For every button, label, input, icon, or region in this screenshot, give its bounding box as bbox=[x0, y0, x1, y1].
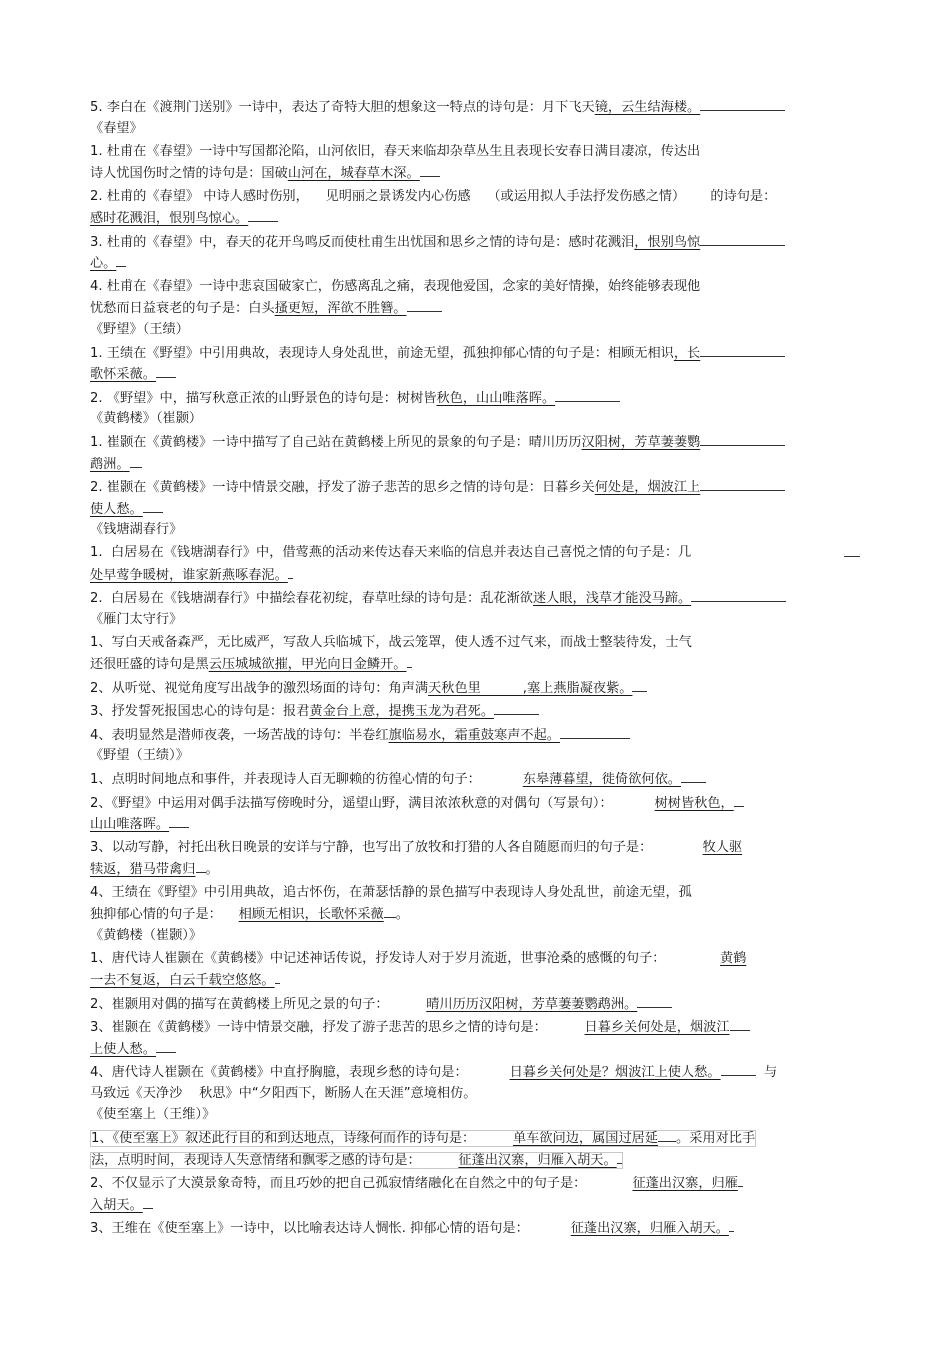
heading-text: 《使至塞上（王维）》 bbox=[90, 1107, 216, 1122]
question-line bbox=[90, 587, 860, 609]
answer-text: 日暮乡关何处是？烟波江上使人愁。 bbox=[509, 1065, 721, 1080]
answer-blank-underline bbox=[729, 1217, 734, 1232]
question-line bbox=[90, 1217, 860, 1239]
answer-text: 树树皆秋色， bbox=[654, 795, 734, 811]
answer-blank-underline bbox=[700, 342, 785, 357]
answer-text: 征蓬出汉寨，归雁入胡天。 bbox=[458, 1152, 617, 1168]
answer-blank-underline bbox=[420, 162, 440, 177]
question-text: 马致远《天净沙 秋思》中“夕阳西下，断肠人在天涯”意境相仿。 bbox=[90, 1085, 477, 1101]
answer-text: 使人愁。 bbox=[90, 501, 143, 517]
question-text: 2、从听觉、视觉角度写出战争的激烈场面的诗句：角声满 bbox=[90, 680, 429, 696]
answer-text: 处早莺争暖树，谁家新燕啄春泥。 bbox=[90, 567, 288, 583]
question-line bbox=[90, 1038, 860, 1060]
question-line bbox=[90, 768, 860, 790]
document-body bbox=[90, 94, 860, 1239]
answer-blank-underline bbox=[658, 1127, 676, 1142]
question-text: 3、王维在《使至塞上》一诗中，以比喻表达诗人惆怅. 抑郁心情的语句是： bbox=[90, 1221, 571, 1236]
question-line bbox=[90, 1083, 860, 1105]
question-text: 1. 王绩在《野望》中引用典故，表现诗人身处乱世，前途无望，孤独抑郁心情的句子是：相顾无相识 bbox=[90, 345, 674, 361]
question-text: 1、写白天戒备森严，无比威严，写敌人兵临城下，战云笼罩，使人透不过气来，而战士整装待发，士气 bbox=[90, 634, 692, 650]
question-text: 1. 白居易在《钱塘湖春行》中，借莺燕的活动来传达春天来临的信息并表达自己喜悦之情的句子是：几 bbox=[90, 545, 692, 560]
answer-blank-underline bbox=[637, 993, 672, 1008]
answer-blank-underline bbox=[288, 564, 293, 579]
question-text: 2、崔颢用对偶的描写在黄鹤楼上所见之景的句子： bbox=[90, 996, 427, 1012]
heading-text: 《野望》（王绩） bbox=[90, 321, 189, 337]
answer-text: 心。 bbox=[90, 256, 117, 271]
answer-blank-underline bbox=[384, 903, 396, 918]
question-line bbox=[90, 1194, 860, 1216]
question-line bbox=[90, 653, 860, 675]
question-line bbox=[90, 141, 860, 163]
section-heading bbox=[90, 408, 860, 429]
answer-blank-underline bbox=[143, 498, 163, 513]
answer-text: 一去不复返，白云千载空悠悠。 bbox=[90, 973, 275, 988]
answer-blank-underline bbox=[721, 1061, 756, 1076]
answer-text: 镜，云生结海楼。 bbox=[594, 100, 701, 115]
question-line bbox=[90, 542, 860, 564]
question-line bbox=[90, 431, 860, 453]
question-line bbox=[90, 453, 860, 475]
section-heading bbox=[90, 1104, 860, 1125]
answer-text: 日暮乡关何处是，烟波江 bbox=[584, 1020, 730, 1035]
section-heading bbox=[90, 745, 860, 766]
answer-blank-underline bbox=[494, 700, 539, 715]
question-line bbox=[90, 342, 860, 364]
answer-blank-underline bbox=[116, 252, 126, 267]
answer-blank-underline bbox=[156, 363, 176, 378]
answer-blank-underline bbox=[617, 1149, 622, 1164]
question-text: 1、《使至塞上》叙述此行目的和到达地点，诗缘何而作的诗句是： bbox=[91, 1131, 513, 1146]
answer-blank-underline bbox=[700, 231, 785, 246]
answer-text: ，恨别鸟惊 bbox=[634, 234, 701, 250]
answer-blank-underline bbox=[130, 453, 142, 468]
answer-text: 上使人愁。 bbox=[90, 1041, 156, 1057]
question-text: 1. 杜甫在《春望》一诗中写国都沦陷，山河依旧，春天来临却杂草丛生且表现长安春日满目凄凉，传达出 bbox=[90, 143, 701, 159]
question-text: 2、不仅显示了大漠景象奇特，而且巧妙的把自己孤寂情绪融化在自然之中的句子是： bbox=[90, 1176, 633, 1191]
answer-text: 征蓬出汉寨，归雁 bbox=[632, 1176, 738, 1191]
question-line bbox=[90, 969, 860, 991]
answer-text: 迷人眼，浅草才能没马蹄。 bbox=[532, 591, 692, 606]
answer-blank-underline bbox=[844, 542, 860, 557]
question-text: 4. 杜甫在《春望》一诗中悲哀国破家亡，伤感离乱之痛，表现他爱国，念家的美好情操，始终能够表现他 bbox=[90, 278, 701, 294]
answer-text: 感时花溅泪，恨别鸟惊心。 bbox=[90, 211, 249, 226]
question-line bbox=[90, 498, 860, 520]
question-text: 4、表明显然是潜师夜袭，一场苦战的诗句：半卷红 bbox=[90, 727, 389, 743]
section-heading bbox=[90, 118, 860, 139]
trailing-text: 。 bbox=[205, 862, 219, 877]
heading-text: 《钱塘湖春行》 bbox=[90, 522, 183, 537]
answer-text: 入胡天。 bbox=[90, 1197, 143, 1213]
question-text: 1、唐代诗人崔颢在《黄鹤楼》中记述神话传说，抒发诗人对于岁月流逝，世事沧桑的感慨的句子： bbox=[90, 950, 720, 966]
answer-blank-underline bbox=[632, 677, 647, 692]
section-heading bbox=[90, 319, 860, 340]
question-text: 1. 崔颢在《黄鹤楼》一诗中描写了自己站在黄鹤楼上所见的景象的句子是：晴川历历 bbox=[90, 435, 582, 450]
answer-blank-underline bbox=[169, 813, 189, 828]
answer-blank-underline bbox=[407, 653, 412, 668]
heading-text: 《黄鹤楼（崔颢）》 bbox=[90, 927, 203, 943]
answer-blank-underline bbox=[407, 297, 442, 312]
question-line bbox=[90, 882, 860, 904]
question-text: 2. 杜甫的《春望》 中诗人感时伤别， 见明丽之景诱发内心伤感 （或运用拟人手法抒发伤感之情） 的诗句是： bbox=[90, 188, 777, 204]
question-line bbox=[90, 96, 860, 118]
question-line bbox=[90, 700, 860, 722]
question-text: 独抑郁心情的句子是： bbox=[90, 907, 239, 922]
trailing-text: 与 bbox=[755, 1065, 778, 1080]
heading-text: 《野望（王绩）》 bbox=[90, 748, 189, 763]
answer-blank-underline bbox=[156, 1038, 176, 1053]
question-text: 5. 李白在《渡荆门送别》一诗中，表达了奇特大胆的想象这一特点的诗句是：月下飞天 bbox=[90, 100, 595, 115]
answer-text: 相顾无相识，长歌怀采薇 bbox=[238, 907, 384, 922]
answer-blank-underline bbox=[681, 768, 706, 783]
trailing-text: 。 bbox=[395, 907, 409, 922]
answer-text: 犊返，猎马带禽归 bbox=[90, 862, 196, 877]
question-line bbox=[90, 476, 860, 498]
question-text: 2、《野望》中运用对偶手法描写傍晚时分，遥望山野，满目浓浓秋意的对偶句（写景句）： bbox=[90, 795, 655, 811]
answer-blank-underline bbox=[730, 1016, 750, 1031]
question-line bbox=[90, 837, 860, 859]
question-text: 忧愁而日益衰老的句子是：白头 bbox=[90, 301, 275, 316]
question-text: 2. 《野望》中，描写秋意正浓的山野景色的诗句是：树树皆 bbox=[90, 390, 437, 406]
answer-text: 云压城城欲摧，甲光向日金鳞开。 bbox=[208, 657, 407, 672]
answer-blank-underline bbox=[275, 969, 280, 984]
answer-text: 晴川历历汉阳树，芳草萋萋鹦鹉洲。 bbox=[426, 996, 638, 1012]
question-line bbox=[90, 858, 860, 880]
answer-text: 黄鹤 bbox=[719, 950, 747, 966]
question-line bbox=[90, 813, 860, 835]
answer-blank-underline bbox=[143, 1194, 153, 1209]
section-heading bbox=[90, 609, 860, 630]
question-line bbox=[90, 1172, 860, 1194]
section-heading bbox=[90, 519, 860, 540]
question-line bbox=[90, 792, 860, 814]
question-text: 1、点明时间地点和事件，并表现诗人百无聊赖的彷徨心情的句子： bbox=[90, 772, 523, 787]
question-text: 还很旺盛的诗句是黑 bbox=[90, 657, 209, 672]
answer-blank-underline bbox=[734, 792, 744, 807]
question-line bbox=[90, 1149, 860, 1171]
answer-blank-underline bbox=[196, 858, 206, 873]
question-line bbox=[90, 993, 860, 1015]
answer-text: 天秋色里 ,塞上燕脂凝夜紫。 bbox=[428, 680, 633, 696]
answer-text: 鹉洲。 bbox=[90, 456, 130, 472]
answer-text: 黄金台上意，提携玉龙为君死。 bbox=[309, 704, 495, 719]
answer-blank-underline bbox=[555, 387, 620, 402]
question-text: 3、崔颢在《黄鹤楼》一诗中情景交融，抒发了游子悲苦的思乡之情的诗句是： bbox=[90, 1020, 585, 1035]
answer-text: 搔更短，浑欲不胜簪。 bbox=[274, 301, 407, 316]
question-line bbox=[90, 297, 860, 319]
question-line bbox=[90, 903, 860, 925]
question-text: 4、王绩在《野望》中引用典故，追古怀伤，在萧瑟恬静的景色描写中表现诗人身处乱世，前途无望，孤 bbox=[90, 884, 692, 900]
answer-blank-underline bbox=[700, 96, 785, 111]
answer-text: 汉阳树，芳草萋萋鹦 bbox=[581, 435, 701, 450]
question-line bbox=[90, 162, 860, 184]
answer-text: 旗临易水，霜重鼓寒声不起。 bbox=[388, 727, 560, 743]
trailing-text: 。采用对比手 bbox=[676, 1131, 756, 1146]
answer-blank-underline bbox=[738, 1172, 743, 1187]
question-text: 3. 杜甫的《春望》中，春天的花开鸟鸣反而使杜甫生出忧国和思乡之情的诗句是：感时花溅泪 bbox=[90, 234, 635, 250]
question-line bbox=[90, 948, 860, 970]
question-text: 3、以动写静，衬托出秋日晚景的安详与宁静，也写出了放牧和打猎的人各自随愿而归的句子是： bbox=[90, 839, 703, 855]
question-text: 法，点明时间，表现诗人失意情绪和飘零之感的诗句是： bbox=[91, 1152, 459, 1168]
answer-text: ，长 bbox=[673, 345, 701, 361]
answer-blank-underline bbox=[248, 207, 278, 222]
answer-text: 牧人驱 bbox=[702, 839, 743, 855]
question-line bbox=[90, 252, 860, 274]
answer-text: 征蓬出汉寨，归雁入胡天。 bbox=[570, 1221, 729, 1236]
answer-text: 何处是，烟波江上 bbox=[594, 480, 701, 495]
question-line bbox=[90, 186, 860, 208]
question-line bbox=[90, 632, 860, 654]
answer-text: 秋色，山山唯落晖。 bbox=[436, 390, 556, 406]
heading-text: 《春望》 bbox=[90, 120, 143, 136]
answer-blank-underline bbox=[560, 724, 630, 739]
question-text: 2. 崔颢在《黄鹤楼》一诗中情景交融，抒发了游子悲苦的思乡之情的诗句是：日暮乡关 bbox=[90, 480, 595, 495]
answer-blank-underline bbox=[700, 431, 785, 446]
question-line bbox=[90, 1016, 860, 1038]
answer-text: 东皋薄暮望，徙倚欲何依。 bbox=[522, 772, 681, 787]
question-text: 3、抒发誓死报国忠心的诗句是：报君 bbox=[90, 704, 310, 719]
question-line bbox=[90, 276, 860, 298]
answer-text: 山山唯落晖。 bbox=[90, 817, 170, 832]
heading-text: 《黄鹤楼》（崔颢） bbox=[90, 411, 203, 426]
answer-blank-underline bbox=[691, 587, 786, 602]
question-line bbox=[90, 207, 860, 229]
question-line bbox=[90, 1127, 860, 1149]
heading-text: 《雁门太守行》 bbox=[90, 611, 183, 627]
section-heading bbox=[90, 925, 860, 946]
question-line bbox=[90, 363, 860, 385]
question-text: 诗人忧国伤时之情的诗句是：国破 bbox=[90, 166, 288, 181]
answer-text: 歌怀采薇。 bbox=[90, 367, 156, 382]
question-text: 2. 白居易在《钱塘湖春行》中描绘春花初绽，春草吐绿的诗句是：乱花渐欲 bbox=[90, 591, 533, 606]
question-line bbox=[90, 231, 860, 253]
question-text: 4、唐代诗人崔颢在《黄鹤楼》中直抒胸臆，表现乡愁的诗句是： bbox=[90, 1065, 510, 1080]
question-line bbox=[90, 387, 860, 409]
answer-text: 单车欲问边，属国过居延 bbox=[512, 1131, 659, 1146]
question-line bbox=[90, 1061, 860, 1083]
question-line bbox=[90, 677, 860, 699]
question-line bbox=[90, 564, 860, 586]
answer-blank-underline bbox=[700, 476, 785, 491]
question-line bbox=[90, 724, 860, 746]
answer-text: 山河在，城春草木深。 bbox=[287, 166, 420, 181]
